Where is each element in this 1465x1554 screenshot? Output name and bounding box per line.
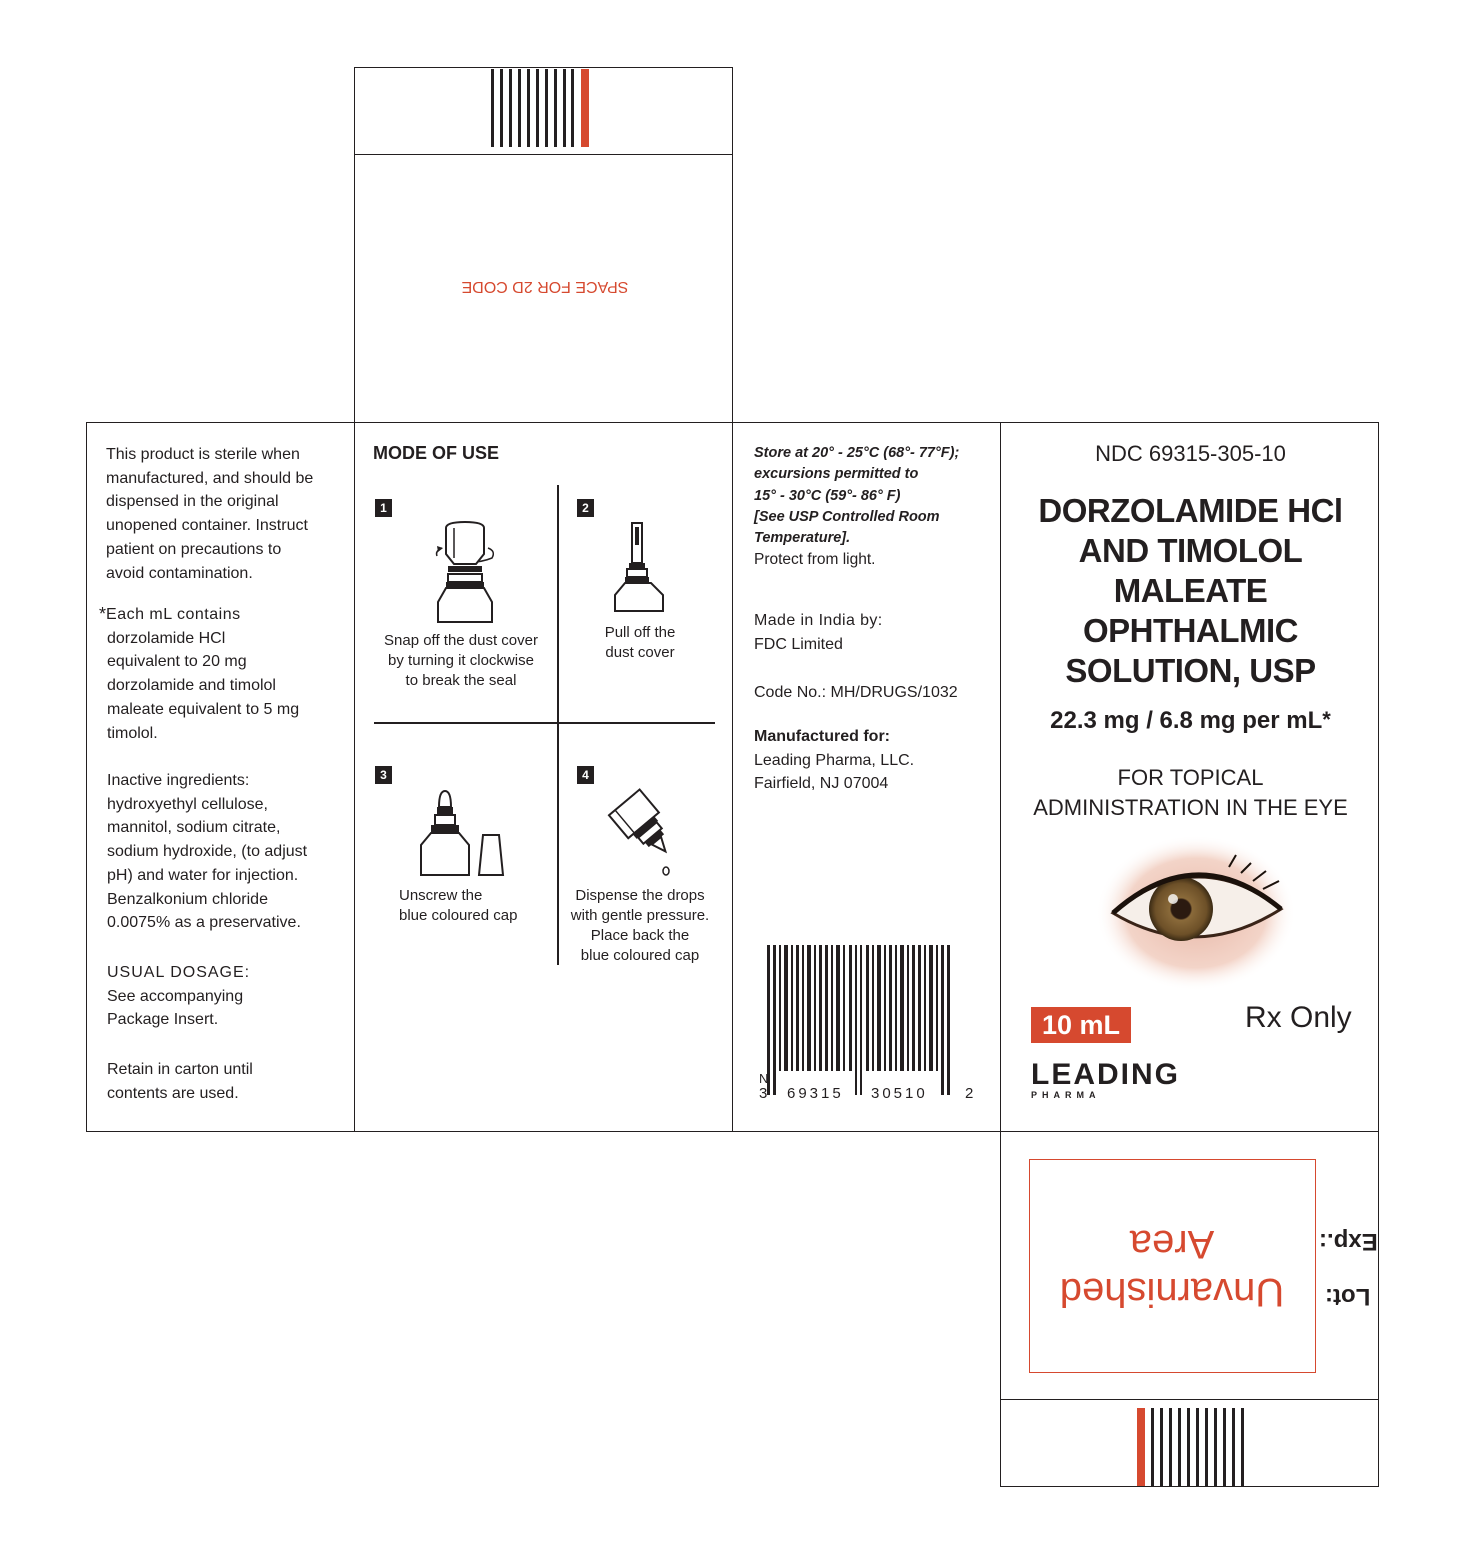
text-line: Retain in carton until [107, 1061, 253, 1078]
upc-barcode [765, 945, 965, 1095]
unscrew-cap-icon [413, 789, 533, 879]
front-panel [1000, 422, 1379, 1132]
bottom-barcode-flap [1000, 1399, 1379, 1487]
pull-cover-icon [605, 519, 685, 619]
protect-from-light: Protect from light. [754, 551, 876, 569]
text-line: manufactured, and should be [106, 469, 314, 487]
exp-label: Exp.: [1319, 1228, 1378, 1255]
text-line: dorzolamide and timolol [107, 677, 276, 695]
volume-badge: 10 mL [1031, 1007, 1131, 1043]
text-line: patient on precautions to [106, 540, 282, 558]
asterisk-mark: * [99, 604, 107, 624]
text-line: FDC Limited [754, 635, 843, 653]
text-line: This product is sterile when [106, 446, 300, 463]
text-line: Temperature]. [754, 530, 851, 547]
text-line: Leading Pharma, LLC. [754, 751, 915, 769]
text-line: by turning it clockwise [388, 652, 534, 669]
unvarnished-area-label [1030, 1220, 1314, 1316]
text-line: Fairfield, NJ 07004 [754, 775, 889, 793]
step-1-caption [371, 631, 551, 691]
sterile-statement [106, 443, 346, 585]
text-line: [See USP Controlled Room [754, 508, 940, 525]
each-ml-heading: Each mL contains [106, 606, 241, 623]
storage-conditions [754, 443, 999, 571]
text-line: Benzalkonium chloride [107, 890, 268, 908]
text-line: Dispense the drops [575, 887, 705, 904]
rx-only: Rx Only [1245, 1001, 1352, 1034]
text-line: blue coloured cap [399, 907, 518, 924]
route-of-administration [1001, 763, 1380, 823]
inactive-ingredients [107, 769, 347, 935]
strength-asterisk: * [1322, 707, 1331, 732]
barcode-digit-right: 2 [965, 1085, 974, 1102]
text-line: 0.0075% as a preservative. [107, 914, 301, 932]
unvarnished-area-box [1029, 1159, 1316, 1373]
text-line: timolol. [107, 724, 158, 742]
text-line: equivalent to 20 mg [107, 653, 247, 671]
text-line: Made in India by: [754, 612, 883, 629]
text-line: mannitol, sodium citrate, [107, 819, 281, 837]
text-line: maleate equivalent to 5 mg [107, 700, 300, 718]
manufactured-for [754, 725, 999, 796]
top-color-bars [491, 69, 611, 147]
left-side-panel [86, 422, 355, 1132]
top-barcode-flap [354, 67, 733, 155]
text-line: excursions permitted to [754, 466, 919, 483]
text-line: sodium hydroxide, (to adjust [107, 843, 308, 861]
text-line: DORZOLAMIDE HCl [1038, 492, 1343, 529]
space-for-2d-code: SPACE FOR 2D CODE [461, 278, 629, 295]
usual-dosage [107, 961, 347, 1032]
text-line: OPHTHALMIC [1083, 612, 1298, 649]
step-1-number: 1 [375, 499, 392, 517]
logo-sub-text: PHARMA [1031, 1090, 1101, 1100]
barcode-digit-left: 3 [759, 1085, 768, 1102]
text-line: Place back the [590, 927, 690, 944]
mode-of-use-title: MODE OF USE [373, 443, 500, 463]
lot-exp-flap [1000, 1131, 1379, 1400]
step-3-number: 3 [375, 766, 392, 784]
text-line: avoid contamination. [106, 564, 253, 582]
lot-label: Lot: [1325, 1283, 1371, 1310]
strength-text: 22.3 mg / 6.8 mg per mL [1050, 707, 1323, 734]
eye-image [1091, 833, 1301, 993]
composition-block [99, 603, 344, 745]
barcode-digits-group-2: 30510 [871, 1085, 928, 1102]
text-line: Pull off the [604, 624, 676, 641]
text-line: to break the seal [405, 672, 517, 689]
snap-cover-icon [410, 518, 520, 628]
made-in [754, 609, 999, 656]
retain-statement [107, 1058, 347, 1105]
text-line: Inactive ingredients: [107, 772, 250, 789]
text-line: Unvarnished [1059, 1270, 1285, 1314]
dispense-drops-icon [600, 783, 710, 893]
dosage-heading: USUAL DOSAGE: [107, 964, 251, 981]
ndc-number: NDC 69315-305-10 [1095, 441, 1286, 466]
text-line: Package Insert. [107, 1011, 219, 1029]
text-line: FOR TOPICAL [1117, 765, 1264, 790]
strength [1001, 707, 1380, 735]
text-line: MALEATE [1113, 572, 1268, 609]
text-line: Snap off the dust cover [384, 632, 538, 649]
step-3-caption [365, 886, 579, 926]
barcode-digits-group-1: 69315 [787, 1085, 844, 1102]
text-line: dispensed in the original [106, 493, 279, 511]
info-panel [732, 422, 1001, 1132]
leading-pharma-logo [1031, 1059, 1180, 1100]
bottom-color-bars [1137, 1408, 1247, 1486]
text-line: Unscrew the [399, 887, 483, 904]
top-2d-code-flap [354, 154, 733, 423]
text-line: contents are used. [107, 1084, 239, 1102]
text-line: with gentle pressure. [570, 907, 710, 924]
text-line: pH) and water for injection. [107, 866, 299, 884]
step-2-number: 2 [577, 499, 594, 517]
horizontal-divider [374, 722, 715, 724]
code-number: Code No.: MH/DRUGS/1032 [754, 684, 958, 701]
barcode-n-label: N [759, 1071, 769, 1086]
text-line: ADMINISTRATION IN THE EYE [1033, 795, 1348, 820]
step-4-number: 4 [577, 766, 594, 784]
text-line: See accompanying [107, 987, 244, 1005]
step-4-caption [550, 886, 730, 966]
text-line: Area [1129, 1222, 1215, 1266]
step-2-caption [550, 623, 730, 663]
text-line: dorzolamide HCl [107, 629, 226, 647]
logo-main-text: LEADING [1031, 1058, 1180, 1091]
text-line: 15° - 30°C (59°- 86° F) [754, 487, 901, 504]
text-line: dust cover [605, 644, 675, 661]
text-line: AND TIMOLOL [1078, 532, 1303, 569]
product-name [1001, 491, 1380, 691]
text-line: hydroxyethyl cellulose, [107, 795, 268, 813]
manufactured-for-heading: Manufactured for: [754, 728, 890, 745]
text-line: unopened container. Instruct [106, 517, 308, 535]
text-line: blue coloured cap [580, 947, 700, 964]
mode-of-use-panel [354, 422, 733, 1132]
text-line: Store at 20° - 25°C (68°- 77°F); [754, 445, 960, 461]
text-line: SOLUTION, USP [1065, 652, 1316, 689]
